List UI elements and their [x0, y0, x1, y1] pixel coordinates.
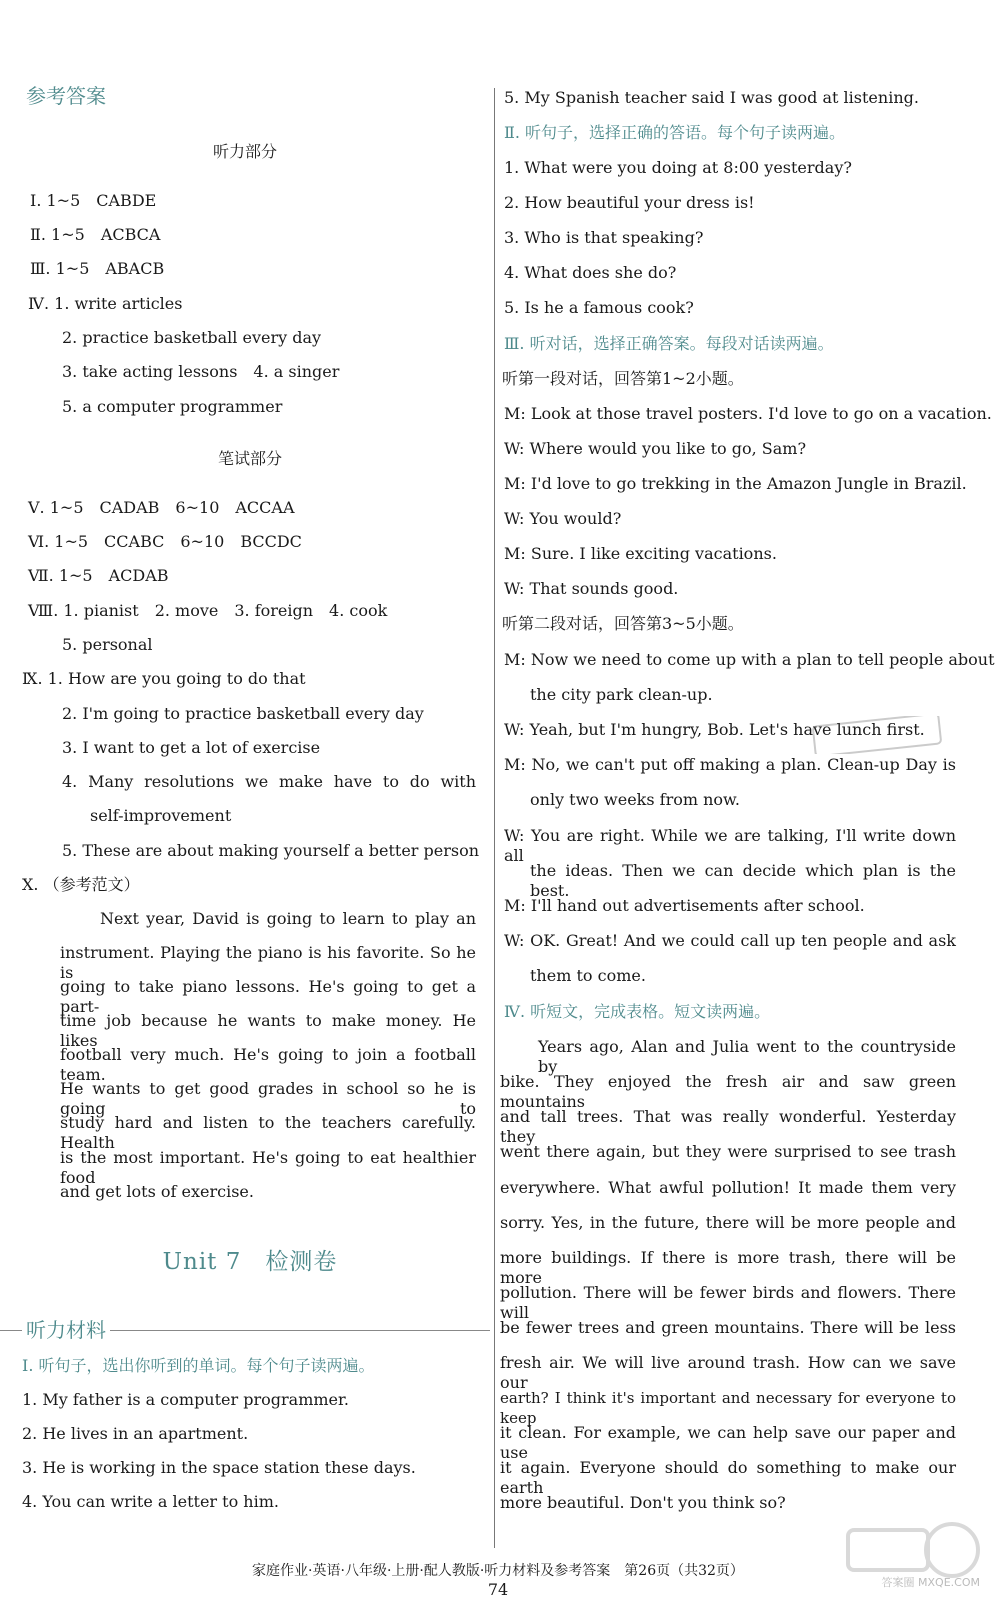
- answer-line: Ⅰ. 1~5 CABDE: [30, 191, 157, 210]
- section-heading: Ⅱ. 听句子，选择正确的答语。每个句子读两遍。: [504, 123, 846, 142]
- essay-line: He wants to get good grades in school so he is going to: [60, 1079, 476, 1118]
- sentence-line: 3. He is working in the space station these days.: [22, 1458, 416, 1477]
- essay-line: instrument. Playing the piano is his favorite. So he is: [60, 943, 476, 982]
- page-footer: 家庭作业·英语·八年级·上册·配人教版·听力材料及参考答案 第26页（共32页）: [252, 1563, 744, 1579]
- sentence-line: 4. You can write a letter to him.: [22, 1492, 279, 1511]
- dialogue-line: only two weeks from now.: [530, 790, 740, 809]
- passage-line: it clean. For example, we can help save our paper and use: [500, 1423, 956, 1462]
- passage-line: more beautiful. Don't you think so?: [500, 1493, 786, 1512]
- answer-line: Ⅱ. 1~5 ACBCA: [30, 225, 161, 244]
- passage-line: it again. Everyone should do something to make our earth: [500, 1458, 956, 1497]
- dialogue-line: M: I'll hand out advertisements after school.: [504, 896, 865, 915]
- page-number: 74: [487, 1580, 509, 1599]
- passage-line: pollution. There will be fewer birds and flowers. There will: [500, 1283, 956, 1322]
- passage-line: more buildings. If there is more trash, there will be more: [500, 1248, 956, 1287]
- dialogue-line: them to come.: [530, 966, 646, 985]
- essay-line: time job because he wants to make money. He likes: [60, 1011, 476, 1050]
- dialogue-line: the ideas. Then we can decide which plan is the best.: [530, 861, 956, 900]
- answer-line: Ⅶ. 1~5 ACDAB: [28, 566, 169, 585]
- passage-line: sorry. Yes, in the future, there will be more people and: [500, 1213, 956, 1232]
- dialogue-line: W: Where would you like to go, Sam?: [504, 439, 807, 458]
- dialogue-line: W: OK. Great! And we could call up ten people and ask: [504, 931, 956, 950]
- answer-line: 5. These are about making yourself a better person: [62, 841, 480, 860]
- answer-line: Ⅳ. 1. write articles: [28, 294, 183, 313]
- dialogue-line: M: Sure. I like exciting vacations.: [504, 544, 777, 563]
- essay-line: and get lots of exercise.: [60, 1182, 254, 1201]
- stamp-mark: [812, 716, 942, 754]
- answer-line: self-improvement: [90, 806, 232, 825]
- passage-line: Years ago, Alan and Julia went to the countryside by: [538, 1037, 956, 1076]
- sentence-line: 2. He lives in an apartment.: [22, 1424, 249, 1443]
- dialogue-line: W: You would?: [504, 509, 622, 528]
- passage-line: and tall trees. That was really wonderful. Yesterday they: [500, 1107, 956, 1146]
- answer-line: 3. I want to get a lot of exercise: [62, 738, 321, 757]
- watermark-text: 答案圈 MXQE.COM: [881, 1576, 980, 1589]
- dialogue-line: the city park clean-up.: [530, 685, 713, 704]
- answer-line: Ⅵ. 1~5 CCABC 6~10 BCCDC: [28, 532, 302, 551]
- essay-line: football very much. He's going to join a football team.: [60, 1045, 476, 1084]
- passage-line: earth? I think it's important and necessary for everyone to keep: [500, 1389, 956, 1427]
- dialogue-line: W: Yeah, but I'm hungry, Bob. Let's have lunch first.: [504, 720, 925, 739]
- answer-line: 2. practice basketball every day: [62, 328, 322, 347]
- ref-answers-title: 参考答案: [26, 84, 106, 108]
- dialogue-line: M: Look at those travel posters. I'd love to go on a vacation.: [504, 404, 992, 423]
- answer-line: Ⅸ. 1. How are you going to do that: [22, 669, 306, 688]
- essay-line: is the most important. He's going to eat healthier food: [60, 1148, 476, 1187]
- answer-line: 3. take acting lessons 4. a singer: [62, 362, 340, 381]
- dialogue-line: M: Now we need to come up with a plan to tell people about: [504, 650, 995, 669]
- unit-title: Unit 7 检测卷: [162, 1249, 338, 1275]
- dialogue-heading: 听第一段对话，回答第1~2小题。: [502, 369, 744, 388]
- answer-line: 2. I'm going to practice basketball every day: [62, 704, 424, 723]
- essay-line: Next year, David is going to learn to play an: [100, 909, 476, 928]
- section-heading: Ⅰ. 听句子，选出你听到的单词。每个句子读两遍。: [22, 1356, 375, 1375]
- sentence-line: 5. Is he a famous cook?: [504, 298, 694, 317]
- passage-line: everywhere. What awful pollution! It made them very: [500, 1178, 956, 1197]
- sentence-line: 2. How beautiful your dress is!: [504, 193, 755, 212]
- essay-line: going to take piano lessons. He's going to get a part-: [60, 977, 476, 1016]
- listening-part-heading: 听力部分: [212, 142, 277, 161]
- sentence-line: 4. What does she do?: [504, 263, 677, 282]
- passage-line: be fewer trees and green mountains. There will be less: [500, 1318, 956, 1337]
- passage-line: bike. They enjoyed the fresh air and saw green mountains: [500, 1072, 956, 1111]
- dialogue-line: W: You are right. While we are talking, I'll write down all: [504, 826, 956, 865]
- section-heading: Ⅳ. 听短文，完成表格。短文读两遍。: [504, 1002, 771, 1021]
- column-divider: [494, 88, 495, 1548]
- sentence-line: 5. My Spanish teacher said I was good at listening.: [504, 88, 919, 107]
- essay-heading: Ⅹ. （参考范文）: [22, 875, 140, 894]
- answer-line: 5. a computer programmer: [62, 397, 283, 416]
- answer-line: Ⅲ. 1~5 ABACB: [30, 259, 165, 278]
- sentence-line: 3. Who is that speaking?: [504, 228, 704, 247]
- answer-line: 5. personal: [62, 635, 153, 654]
- answer-line: 4. Many resolutions we make have to do with: [62, 772, 476, 791]
- dialogue-line: M: I'd love to go trekking in the Amazon Jungle in Brazil.: [504, 474, 967, 493]
- answer-line: Ⅷ. 1. pianist 2. move 3. foreign 4. cook: [28, 601, 388, 620]
- dialogue-line: M: No, we can't put off making a plan. Clean-up Day is: [504, 755, 956, 774]
- sentence-line: 1. What were you doing at 8:00 yesterday?: [504, 158, 852, 177]
- dialogue-line: W: That sounds good.: [504, 579, 679, 598]
- sentence-line: 1. My father is a computer programmer.: [22, 1390, 349, 1409]
- passage-line: fresh air. We will live around trash. How can we save our: [500, 1353, 956, 1392]
- answer-line: Ⅴ. 1~5 CADAB 6~10 ACCAA: [28, 498, 295, 517]
- writing-part-heading: 笔试部分: [217, 449, 282, 468]
- material-title: 听力材料: [22, 1320, 110, 1340]
- passage-line: went there again, but they were surprised to see trash: [500, 1142, 956, 1161]
- section-heading: Ⅲ. 听对话，选择正确答案。每段对话读两遍。: [504, 334, 834, 353]
- dialogue-heading: 听第二段对话，回答第3~5小题。: [502, 614, 744, 633]
- essay-line: study hard and listen to the teachers carefully. Health: [60, 1113, 476, 1152]
